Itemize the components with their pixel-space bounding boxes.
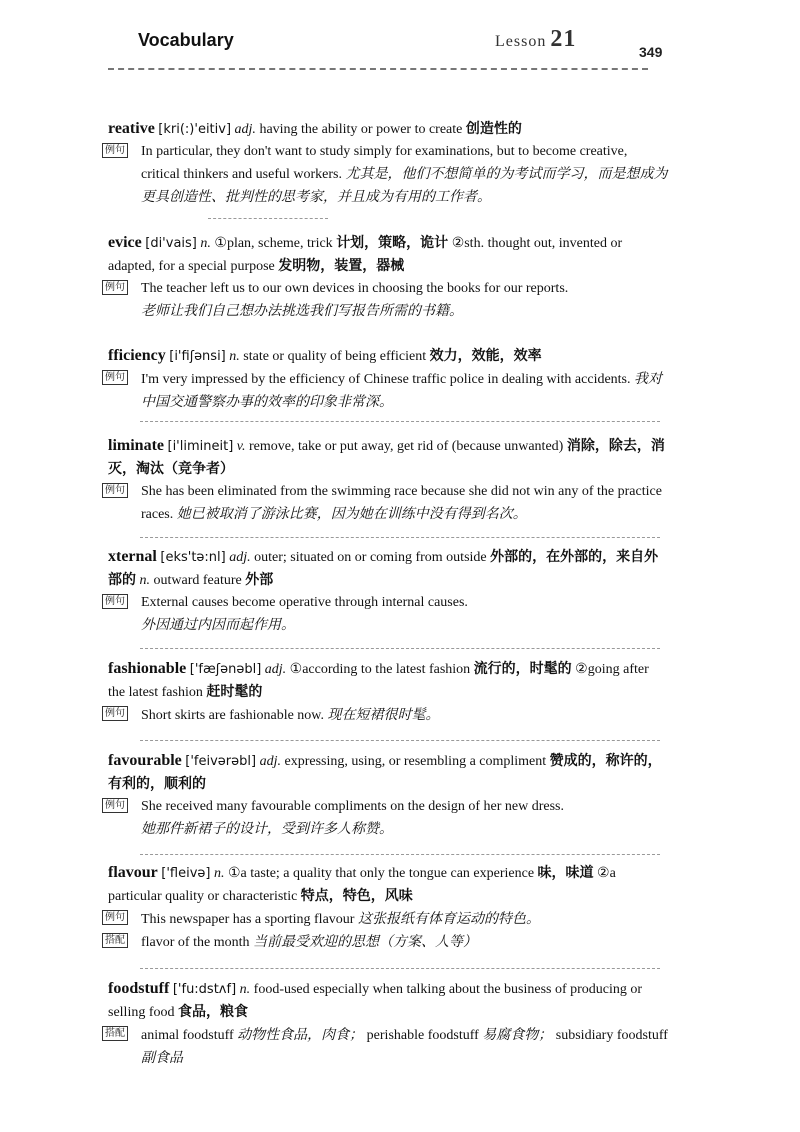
definition	[108, 232, 668, 278]
example	[105, 592, 668, 637]
part-of-speech: adj.	[259, 754, 281, 769]
definition-text: ①plan, scheme, trick	[214, 236, 333, 251]
headword: foodstuff	[108, 980, 170, 997]
collocation-zh: 当前最受欢迎的思想（方案、人等）	[252, 934, 477, 950]
pronunciation: [kri(:)'eitiv]	[158, 122, 232, 137]
definition-zh: 味，味道	[537, 865, 594, 881]
divider	[140, 740, 660, 741]
collocation-tag: 搭配	[102, 1026, 128, 1041]
definition	[108, 862, 668, 908]
lesson-number: 21	[550, 26, 577, 52]
definition-zh: 赞成的，称许的，有利的，顺利的	[108, 753, 662, 792]
example	[105, 481, 668, 526]
entry-flavour	[105, 862, 668, 954]
part-of-speech-2: n.	[139, 573, 150, 588]
definition-text-2: ②a particular quality or characteristic	[108, 866, 616, 904]
example-tag: 例句	[102, 910, 128, 925]
example-zh: 这张报纸有体育运动的特色。	[357, 911, 540, 927]
example	[105, 368, 668, 414]
definition	[108, 345, 668, 368]
example-en: She has been eliminated from the swimming race because she did not win any of the practice races.	[141, 484, 662, 522]
headword: fficiency	[108, 347, 166, 364]
headword: xternal	[108, 548, 157, 565]
part-of-speech: n.	[239, 982, 251, 997]
part-of-speech: adj.	[264, 662, 287, 677]
definition	[108, 750, 668, 796]
example-zh: 尤其是，他们不想简单的为考试而学习，而是想成为更具创造性、批判性的思考家，并且成为有用的工作者。	[141, 166, 668, 205]
definition-zh: 创造性的	[465, 121, 522, 137]
part-of-speech: adj.	[229, 550, 251, 565]
part-of-speech: n.	[229, 349, 240, 364]
pronunciation: [eks'tə:nl]	[160, 550, 226, 565]
headword: reative	[108, 120, 155, 137]
divider	[208, 218, 328, 219]
pronunciation: ['fæʃənəbl]	[189, 662, 262, 677]
headword: flavour	[108, 864, 158, 881]
example	[105, 796, 668, 841]
example	[105, 704, 668, 727]
collocation-en-3: subsidiary foodstuff	[555, 1028, 668, 1043]
pronunciation: [i'fiʃənsi]	[169, 349, 226, 364]
definition-text-2: outward feature	[153, 573, 242, 588]
example-tag: 例句	[102, 280, 128, 295]
definition-text: having the ability or power to create	[259, 122, 463, 137]
definition	[108, 435, 668, 481]
divider	[140, 854, 660, 855]
headword: fashionable	[108, 660, 187, 677]
example-en: Short skirts are fashionable now.	[141, 708, 324, 723]
entry-fashionable	[105, 658, 668, 727]
definition-text: remove, take or put away, get rid of (because unwanted)	[248, 439, 564, 454]
definition-zh: 流行的，时髦的	[473, 661, 572, 677]
collocation-en: flavor of the month	[141, 935, 250, 950]
definition-zh-2: 外部	[245, 572, 274, 588]
example-zh: 我对中国交通警察办事的效率的印象非常深。	[141, 371, 663, 410]
collocation-zh-2: 易腐食物；	[482, 1027, 553, 1043]
lesson-word: Lesson	[495, 33, 547, 50]
example-zh: 她那件新裙子的设计，受到许多人称赞。	[141, 821, 393, 837]
collocation	[105, 1024, 668, 1070]
example-en: External causes become operative through internal causes.	[141, 595, 468, 610]
definition-text: expressing, using, or resembling a compliment	[284, 754, 547, 769]
definition-text: food-used especially when talking about the business of producing or selling food	[108, 982, 643, 1020]
collocation	[105, 931, 668, 954]
page-number: 349	[639, 44, 663, 60]
definition-text-2: ②going after the latest fashion	[108, 662, 649, 700]
pronunciation: [di'vais]	[145, 236, 197, 251]
divider	[140, 537, 660, 538]
definition-text: state or quality of being efficient	[243, 349, 427, 364]
example	[105, 278, 668, 323]
collocation-en-2: perishable foodstuff	[366, 1028, 479, 1043]
entry-efficiency	[105, 345, 668, 414]
headword: liminate	[108, 437, 164, 454]
example-en: The teacher left us to our own devices in choosing the books for our reports.	[141, 281, 569, 296]
definition-text: outer; situated on or coming from outside	[254, 550, 487, 565]
definition	[108, 658, 668, 704]
part-of-speech: n.	[214, 866, 225, 881]
divider	[140, 968, 660, 969]
headword: favourable	[108, 752, 182, 769]
example-tag: 例句	[102, 370, 128, 385]
example-tag: 例句	[102, 483, 128, 498]
example-zh: 外因通过内因而起作用。	[141, 617, 295, 633]
definition-zh: 食品，粮食	[178, 1004, 248, 1020]
example-en: She received many favourable compliments on the design of her new dress.	[141, 799, 564, 814]
definition-zh-2: 特点，特色，风味	[300, 888, 413, 904]
pronunciation: [i'limineit]	[167, 439, 234, 454]
definition-zh: 外部的，在外部的，来自外部的	[108, 549, 659, 588]
example-zh: 老师让我们自己想办法挑选我们写报告所需的书籍。	[141, 303, 463, 319]
definition-zh-2: 赶时髦的	[206, 684, 263, 700]
example-tag: 例句	[102, 798, 128, 813]
example-en: In particular, they don't want to study simply for examinations, but to become creative, critical thinkers and useful workers.	[141, 144, 628, 182]
definition-text: ①according to the latest fashion	[289, 662, 471, 677]
pronunciation: ['fu:dstʌf]	[172, 982, 237, 997]
example	[105, 141, 668, 209]
entry-creative	[105, 118, 668, 209]
part-of-speech: n.	[200, 236, 211, 251]
definition-zh: 效力，效能，效率	[429, 348, 542, 364]
example-tag: 例句	[102, 143, 128, 158]
headword: evice	[108, 234, 142, 251]
part-of-speech: v.	[236, 439, 246, 454]
example-zh: 现在短裙很时髦。	[327, 707, 440, 723]
lesson-label	[495, 26, 576, 53]
example	[105, 908, 668, 931]
definition	[108, 118, 668, 141]
definition-text-2: ②sth. thought out, invented or adapted, for a special purpose	[108, 236, 623, 274]
example-tag: 例句	[102, 706, 128, 721]
entry-favourable	[105, 750, 668, 841]
example-en: This newspaper has a sporting flavour	[141, 912, 355, 927]
pronunciation: ['feivərəbl]	[185, 754, 257, 769]
part-of-speech: adj.	[234, 122, 256, 137]
definition-text: ①a taste; a quality that only the tongue can experience	[228, 866, 535, 881]
example-en: I'm very impressed by the efficiency of Chinese traffic police in dealing with accidents.	[141, 372, 631, 387]
collocation-en: animal foodstuff	[141, 1028, 234, 1043]
definition-zh: 计划，策略，诡计	[336, 235, 449, 251]
entry-device	[105, 232, 668, 323]
definition	[108, 546, 668, 592]
entry-foodstuff	[105, 978, 668, 1070]
entry-eliminate	[105, 435, 668, 526]
collocation-tag: 搭配	[102, 933, 128, 948]
page-header	[0, 0, 800, 80]
header-divider	[108, 68, 648, 70]
divider	[140, 648, 660, 649]
entry-external	[105, 546, 668, 637]
collocation-zh-3: 副食品	[141, 1050, 183, 1066]
example-zh: 她已被取消了游泳比赛，因为她在训练中没有得到名次。	[176, 506, 527, 522]
divider	[140, 421, 660, 422]
definition-zh-2: 发明物，装置，器械	[278, 258, 405, 274]
collocation-zh: 动物性食品，肉食；	[237, 1027, 364, 1043]
definition	[108, 978, 668, 1024]
pronunciation: ['fleivə]	[161, 866, 211, 881]
definition-zh: 消除，除去，消灭，淘汰（竞争者）	[108, 438, 665, 477]
example-tag: 例句	[102, 594, 128, 609]
section-title: Vocabulary	[138, 30, 234, 50]
